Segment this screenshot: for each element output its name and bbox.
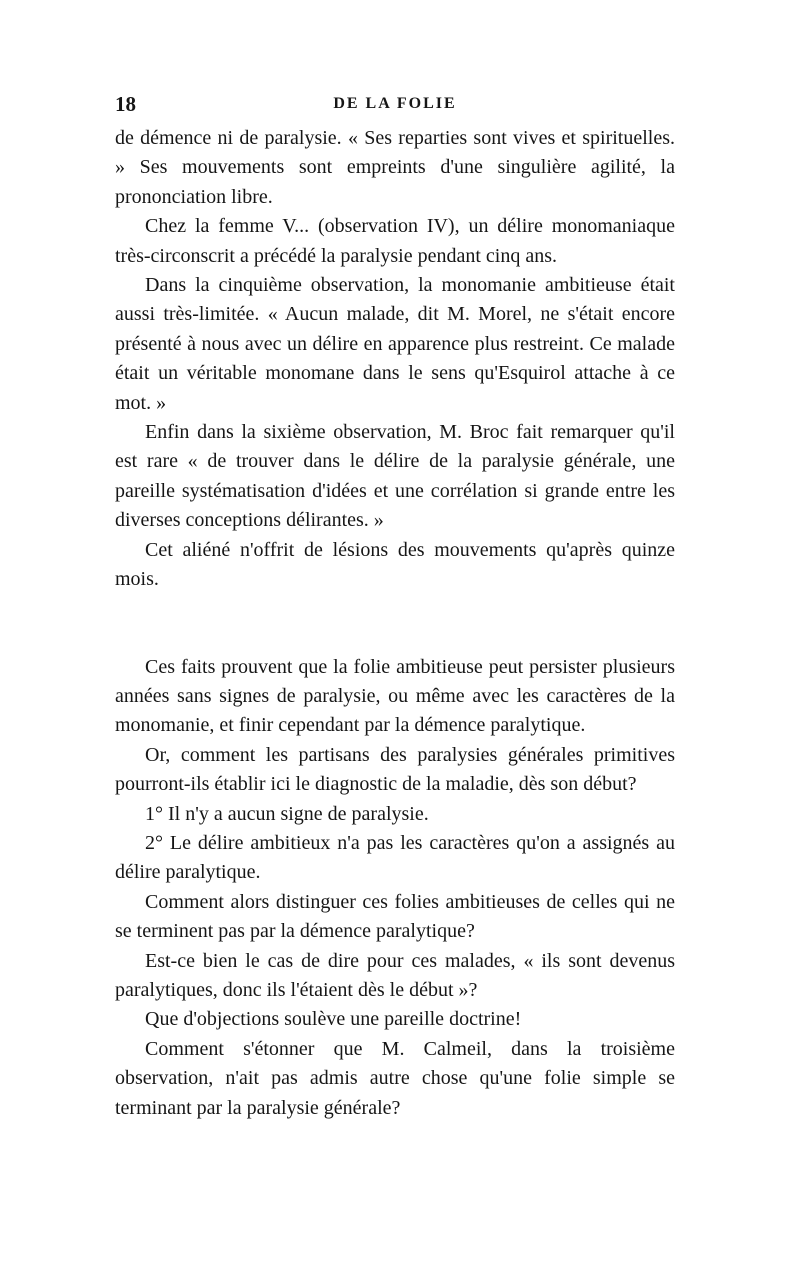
paragraph: Est-ce bien le cas de dire pour ces malades, « ils sont devenus paralytiques, donc ils l'étaient dès le début »? <box>115 949 675 1001</box>
paragraph: Cet aliéné n'offrit de lésions des mouvements qu'après quinze mois. <box>115 538 675 591</box>
paragraph: Ces faits prouvent que la folie ambitieuse peut persister plusieurs années sans signes de paralysie, ou même avec les caractères de la monomanie, et finir cependant par la démence paralytique. <box>115 655 675 737</box>
paragraph: Que d'objections soulève une pareille doctrine! <box>145 1008 522 1031</box>
running-head <box>115 92 675 116</box>
paragraph: Comment s'étonner que M. Calmeil, dans la troisième observation, n'ait pas admis autre chose qu'une folie simple se terminant par la paralysie générale? <box>115 1037 675 1119</box>
paragraph: Comment alors distinguer ces folies ambitieuses de celles qui ne se terminent pas par la démence paralytique? <box>115 890 675 943</box>
list-item: 1° Il n'y a aucun signe de paralysie. <box>145 802 429 825</box>
paragraph: de démence ni de paralysie. « Ses reparties sont vives et spirituelles. » Ses mouvements sont empreints d'une singulière agilité, la prononciation libre. <box>115 127 675 208</box>
page-number: 18 <box>115 92 136 116</box>
paragraph: Or, comment les partisans des paralysies générales primitives pourront-ils établir ici le diagnostic de la maladie, dès son début? <box>115 743 675 796</box>
section-break <box>115 595 675 653</box>
paragraph: Enfin dans la sixième observation, M. Broc fait remarquer qu'il est rare « de trouver dans le délire de la paralysie générale, une pareille systématisation d'idées et une corrélation si grande entre les diverses conceptions délirantes. » <box>115 421 675 532</box>
list-item: 2° Le délire ambitieux n'a pas les caractères qu'on a assignés au délire paralytique. <box>115 831 675 884</box>
body-text <box>115 124 675 1123</box>
paragraph: Chez la femme V... (observation IV), un délire monomaniaque très-circonscrit a précédé la paralysie pendant cinq ans. <box>115 215 675 267</box>
paragraph: Dans la cinquième observation, la monomanie ambitieuse était aussi très-limitée. « Aucun malade, dit M. Morel, ne s'était encore présenté à nous avec un délire en apparence plus restreint. Ce malade était un véritable monomane dans le sens qu'Esquirol attache à ce mot. » <box>115 274 675 414</box>
running-title: DE LA FOLIE <box>333 95 457 112</box>
